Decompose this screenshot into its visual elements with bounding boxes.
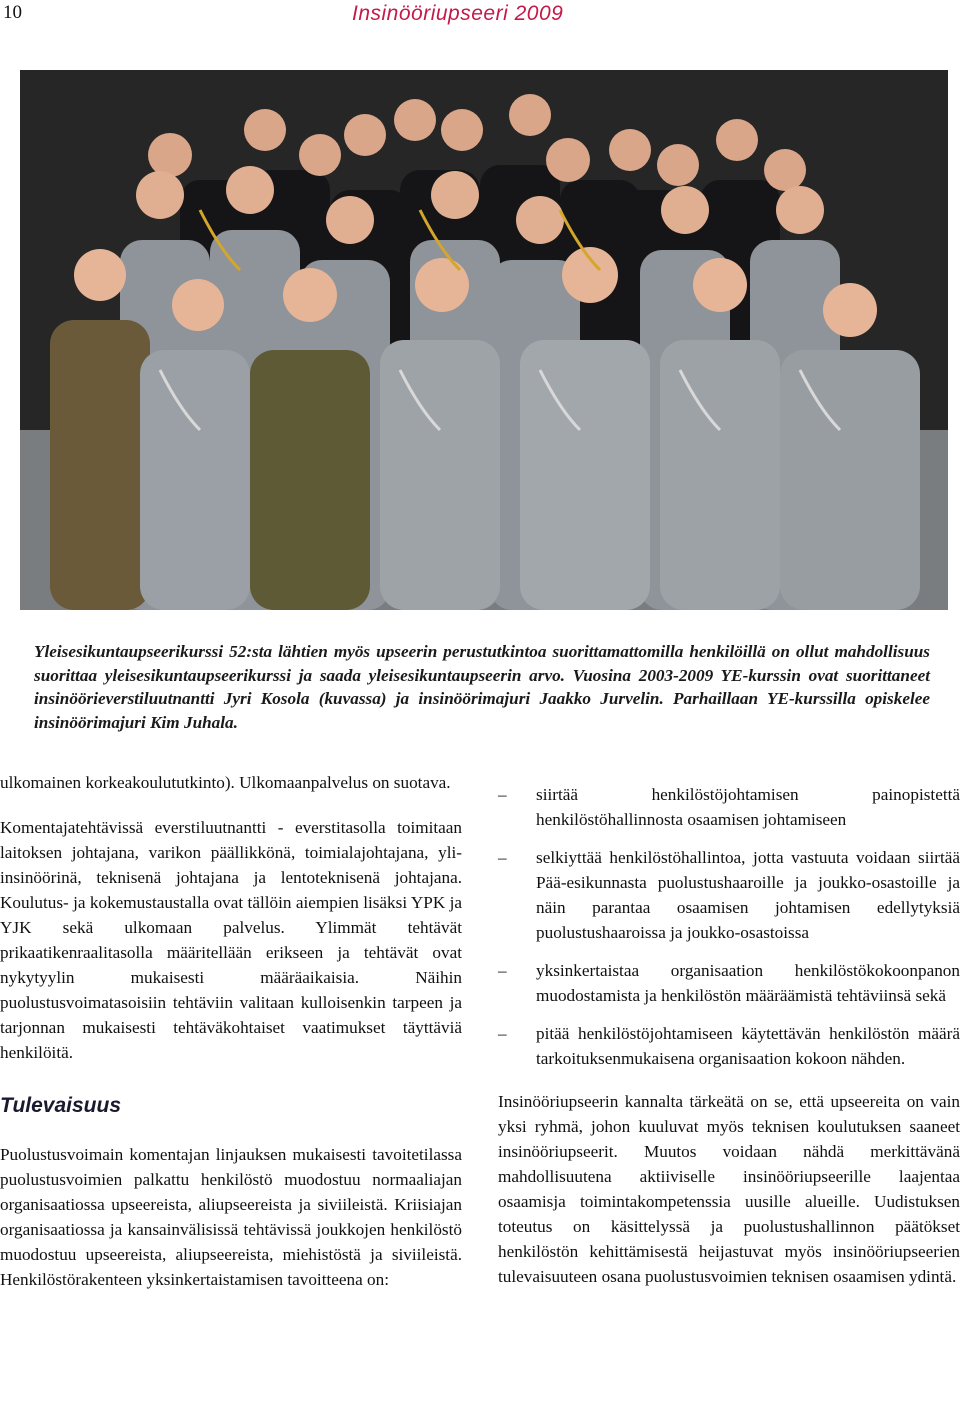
group-photo: [20, 70, 948, 610]
left-column: [0, 770, 462, 1292]
list-item: [498, 782, 960, 832]
left-paragraph-2: Komentajatehtävissä everstiluutnantti - everstitasolla toimitaan laitoksen johtajana, varikon päällikkönä, toimialajohtajana, yli-insinöörinä, teknisenä johtajana ja lentoteknisenä johtajana. Koulutus- ja kokemustaustalla ovat tällöin aiempien lisäksi YPK ja YJK sekä ulkomaan palvelus. Ylimmät tehtävät prikaatikenraalitasolla määritellään erikseen ja tehtävät ovat nykytyylin mukaisesti määräaikaisia. Näihin puolustusvoimatasoisiin tehtäviin valitaan kulloisenkin tarpeen ja tarjonnan mukaisesti tehtäväkohtaiset vaatimukset täyttäviä henkilöitä.: [0, 818, 462, 1062]
list-item-text: siirtää henkilöstöjohtamisen painopistettä henkilöstöhallinnosta osaamisen johtamiseen: [536, 785, 960, 829]
photo-caption: Yleisesikuntaupseerikurssi 52:sta lähtien myös upseerin perustutkintoa suorittamattomilla henkilöillä on ollut mahdollisuus suorittaa yleisesikuntaupseerikurssi ja saada yleisesikuntaupseerin arvo. Vuosina 2003-2009 YE-kurssin ovat suorittaneet insinöörieverstiluutnantti Jyri Kosola (kuvassa) ja insinöörimajuri Jaakko Jurvelin. Parhaillaan YE-kurssilla opiskelee insinöörimajuri Kim Juhala.: [34, 642, 930, 732]
dash-bullet: –: [498, 848, 507, 867]
list-item: [498, 958, 960, 1008]
list-item: [498, 845, 960, 945]
list-item-text: selkiyttää henkilöstöhallintoa, jotta vastuuta voidaan siirtää Pää-esikunnasta puolustushaaroille ja joukko-osastoille ja näin parantaa osaamisen johtamisen edellytyksiä puolustushaaroissa ja joukko-osastoissa: [536, 848, 960, 942]
dash-bullet: –: [498, 785, 507, 804]
left-paragraph-3: Puolustusvoimain komentajan linjauksen mukaisesti tavoitetilassa puolustusvoimien palkattu henkilöstö muodostuu normaaliajan organisaatiossa upseereista, aliupseereista ja siviileistä. Kriisiajan organisaatiossa ja kansainvälisissä tehtävissä joukkojen henkilöstö muodostuu upseereista, aliupseereista, miehistöstä ja siviileistä. Henkilöstörakenteen yksinkertaistamisen tavoitteena on:: [0, 1145, 462, 1289]
running-header-title: Insinööriupseeri 2009: [352, 2, 564, 25]
page-number: 10: [3, 2, 22, 23]
right-column: [498, 782, 960, 1289]
section-heading-tulevaisuus: Tulevaisuus: [0, 1094, 121, 1117]
group-photo-illustration: [20, 70, 948, 610]
list-item-text: pitää henkilöstöjohtamiseen käytettävän henkilöstön määrä tarkoituksenmukaisena organisaation kokoon nähden.: [536, 1024, 960, 1068]
list-item-text: yksinkertaistaa organisaation henkilöstökokoonpanon muodostamista ja henkilöstön määräämistä tehtäviinsä sekä: [536, 961, 960, 1005]
right-closing-paragraph: Insinööriupseerin kannalta tärkeätä on se, että upseereita on vain yksi ryhmä, johon kuuluvat myös teknisen koulutuksen saaneet insinööriupseerit. Muutos voidaan nähdä merkittävänä mahdollisuutena aktiiviselle insinööriupseerille laajentaa osaamisja toimintakompetenssia uusille alueille. Uudistuksen toteutus on käsittelyssä ja puolustushallinnon päätökset henkilöstön kehittämisestä heijastuvat myös insinööriupseerien tulevaisuuteen osana puolustusvoimien teknisen osaamisen ydintä.: [498, 1092, 960, 1286]
left-paragraph-1: ulkomainen korkeakoulututkinto). Ulkomaanpalvelus on suotava.: [0, 773, 451, 792]
dash-bullet: –: [498, 1024, 507, 1043]
dash-bullet: –: [498, 961, 507, 980]
goals-list: [498, 782, 960, 1071]
list-item: [498, 1021, 960, 1071]
